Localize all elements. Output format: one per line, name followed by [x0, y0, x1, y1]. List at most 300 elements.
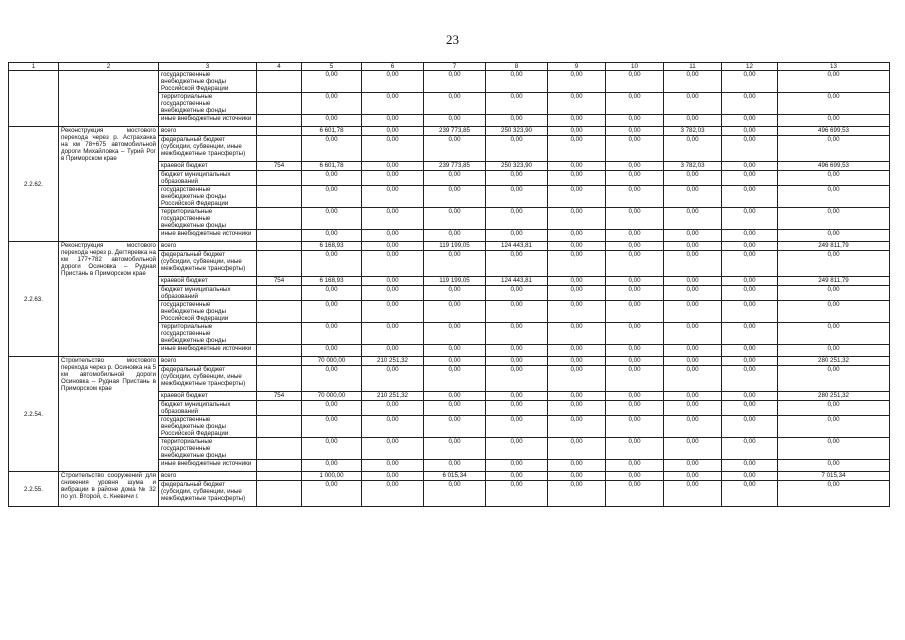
value-cell: 0,00 [548, 162, 606, 171]
source-cell: иные внебюджетные источники [159, 345, 257, 357]
value-cell: 0,00 [486, 71, 548, 93]
value-cell: 0,00 [486, 186, 548, 208]
value-cell: 0,00 [548, 186, 606, 208]
value-cell: 0,00 [548, 401, 606, 416]
value-cell: 250 323,90 [486, 127, 548, 136]
value-cell: 0,00 [486, 392, 548, 401]
kbk-cell [257, 357, 302, 366]
value-cell: 0,00 [606, 401, 664, 416]
kbk-cell [257, 323, 302, 345]
value-cell: 0,00 [778, 136, 890, 162]
value-cell: 6 601,78 [302, 127, 362, 136]
value-cell: 0,00 [606, 162, 664, 171]
value-cell: 0,00 [302, 251, 362, 277]
value-cell: 0,00 [486, 481, 548, 507]
value-cell: 0,00 [302, 323, 362, 345]
value-cell: 0,00 [486, 230, 548, 242]
value-cell: 0,00 [424, 171, 486, 186]
value-cell: 0,00 [606, 286, 664, 301]
value-cell: 0,00 [606, 171, 664, 186]
table-row [9, 242, 890, 251]
value-cell: 0,00 [486, 416, 548, 438]
source-cell: краевой бюджет [159, 277, 257, 286]
value-cell: 0,00 [606, 136, 664, 162]
value-cell: 0,00 [302, 345, 362, 357]
value-cell: 0,00 [664, 438, 722, 460]
value-cell: 0,00 [486, 136, 548, 162]
value-cell: 0,00 [362, 416, 424, 438]
value-cell: 0,00 [424, 438, 486, 460]
value-cell: 0,00 [424, 136, 486, 162]
header-cell: 1 [9, 63, 59, 71]
value-cell: 0,00 [664, 171, 722, 186]
value-cell: 0,00 [606, 127, 664, 136]
value-cell: 124 443,81 [486, 242, 548, 251]
value-cell: 0,00 [722, 277, 778, 286]
value-cell: 0,00 [362, 472, 424, 481]
value-cell: 0,00 [606, 301, 664, 323]
kbk-cell [257, 481, 302, 507]
source-cell: государственные внебюджетные фонды Российской Федерации [159, 71, 257, 93]
value-cell: 0,00 [548, 277, 606, 286]
value-cell: 0,00 [664, 186, 722, 208]
value-cell: 0,00 [362, 171, 424, 186]
value-cell: 0,00 [548, 460, 606, 472]
value-cell: 0,00 [778, 460, 890, 472]
source-cell: государственные внебюджетные фонды Российской Федерации [159, 416, 257, 438]
value-cell: 0,00 [664, 115, 722, 127]
value-cell: 0,00 [778, 115, 890, 127]
value-cell: 0,00 [362, 323, 424, 345]
value-cell: 0,00 [302, 71, 362, 93]
value-cell: 0,00 [486, 345, 548, 357]
value-cell: 280 251,32 [778, 392, 890, 401]
value-cell: 6 168,93 [302, 277, 362, 286]
value-cell: 0,00 [548, 251, 606, 277]
value-cell: 0,00 [548, 301, 606, 323]
header-cell: 3 [159, 63, 257, 71]
source-cell: государственные внебюджетные фонды Российской Федерации [159, 186, 257, 208]
value-cell: 0,00 [664, 472, 722, 481]
value-cell: 0,00 [778, 401, 890, 416]
value-cell: 0,00 [302, 208, 362, 230]
value-cell: 0,00 [606, 472, 664, 481]
value-cell: 0,00 [722, 392, 778, 401]
value-cell: 250 323,90 [486, 162, 548, 171]
value-cell: 0,00 [548, 481, 606, 507]
source-cell: всего [159, 127, 257, 136]
value-cell: 119 199,05 [424, 242, 486, 251]
value-cell: 0,00 [606, 251, 664, 277]
header-cell: 7 [424, 63, 486, 71]
source-cell: краевой бюджет [159, 162, 257, 171]
value-cell: 0,00 [548, 127, 606, 136]
item-name: Строительство сооружений для снижения уровня шума и вибрации в районе дома № 32 по ул. Второй, с. Кневичи г. [59, 472, 159, 507]
value-cell: 0,00 [664, 323, 722, 345]
source-cell: бюджет муниципальных образований [159, 286, 257, 301]
value-cell: 0,00 [722, 242, 778, 251]
value-cell: 0,00 [548, 230, 606, 242]
value-cell: 0,00 [722, 401, 778, 416]
value-cell: 70 000,00 [302, 392, 362, 401]
value-cell: 0,00 [362, 460, 424, 472]
value-cell: 0,00 [606, 230, 664, 242]
value-cell: 0,00 [362, 136, 424, 162]
value-cell: 0,00 [362, 301, 424, 323]
value-cell: 0,00 [302, 481, 362, 507]
kbk-cell [257, 401, 302, 416]
value-cell: 0,00 [606, 357, 664, 366]
value-cell: 0,00 [302, 438, 362, 460]
value-cell: 0,00 [606, 345, 664, 357]
value-cell: 280 251,32 [778, 357, 890, 366]
value-cell: 0,00 [486, 208, 548, 230]
value-cell: 0,00 [362, 162, 424, 171]
kbk-cell [257, 242, 302, 251]
value-cell: 0,00 [424, 286, 486, 301]
value-cell: 249 811,79 [778, 242, 890, 251]
value-cell: 0,00 [778, 251, 890, 277]
value-cell: 124 443,81 [486, 277, 548, 286]
value-cell: 0,00 [486, 401, 548, 416]
source-cell: территориальные государственные внебюджетные фонды [159, 93, 257, 115]
value-cell: 0,00 [664, 345, 722, 357]
kbk-cell [257, 208, 302, 230]
value-cell: 0,00 [606, 115, 664, 127]
value-cell: 0,00 [548, 136, 606, 162]
value-cell: 496 699,53 [778, 127, 890, 136]
header-cell: 11 [664, 63, 722, 71]
kbk-cell [257, 115, 302, 127]
value-cell: 210 251,32 [362, 392, 424, 401]
value-cell: 239 773,85 [424, 162, 486, 171]
value-cell: 0,00 [664, 357, 722, 366]
value-cell: 0,00 [778, 438, 890, 460]
header-cell: 2 [59, 63, 159, 71]
source-cell: иные внебюджетные источники [159, 460, 257, 472]
value-cell: 0,00 [664, 366, 722, 392]
value-cell: 0,00 [486, 323, 548, 345]
value-cell: 0,00 [302, 186, 362, 208]
value-cell: 0,00 [664, 208, 722, 230]
source-cell: иные внебюджетные источники [159, 230, 257, 242]
value-cell: 0,00 [486, 115, 548, 127]
header-cell: 9 [548, 63, 606, 71]
kbk-cell [257, 345, 302, 357]
value-cell: 0,00 [722, 186, 778, 208]
value-cell: 0,00 [548, 472, 606, 481]
value-cell: 0,00 [722, 323, 778, 345]
value-cell: 0,00 [548, 71, 606, 93]
value-cell: 0,00 [362, 401, 424, 416]
value-cell: 0,00 [486, 286, 548, 301]
source-cell: федеральный бюджет (субсидии, субвенции, иные межбюджетные трансферты) [159, 366, 257, 392]
value-cell: 0,00 [722, 366, 778, 392]
value-cell: 0,00 [548, 416, 606, 438]
value-cell: 0,00 [302, 93, 362, 115]
value-cell: 0,00 [722, 115, 778, 127]
value-cell: 3 782,03 [664, 127, 722, 136]
value-cell: 0,00 [606, 392, 664, 401]
kbk-cell [257, 136, 302, 162]
value-cell: 0,00 [548, 357, 606, 366]
value-cell: 0,00 [548, 171, 606, 186]
value-cell: 7 015,34 [778, 472, 890, 481]
value-cell: 0,00 [722, 286, 778, 301]
value-cell: 0,00 [486, 251, 548, 277]
value-cell: 0,00 [302, 230, 362, 242]
value-cell: 0,00 [664, 136, 722, 162]
value-cell: 0,00 [362, 208, 424, 230]
source-cell: бюджет муниципальных образований [159, 171, 257, 186]
value-cell: 0,00 [606, 323, 664, 345]
value-cell: 0,00 [486, 171, 548, 186]
kbk-cell [257, 460, 302, 472]
value-cell: 0,00 [778, 301, 890, 323]
value-cell: 0,00 [424, 186, 486, 208]
value-cell: 0,00 [664, 301, 722, 323]
value-cell: 0,00 [722, 472, 778, 481]
value-cell: 0,00 [362, 93, 424, 115]
value-cell: 0,00 [778, 345, 890, 357]
table-row [9, 472, 890, 481]
value-cell: 0,00 [486, 301, 548, 323]
value-cell: 0,00 [664, 242, 722, 251]
kbk-cell: 754 [257, 392, 302, 401]
value-cell: 0,00 [424, 71, 486, 93]
value-cell: 0,00 [778, 323, 890, 345]
value-cell: 6 015,34 [424, 472, 486, 481]
value-cell: 0,00 [362, 481, 424, 507]
value-cell: 239 773,85 [424, 127, 486, 136]
value-cell: 0,00 [424, 301, 486, 323]
kbk-cell [257, 71, 302, 93]
value-cell: 0,00 [302, 401, 362, 416]
kbk-cell [257, 230, 302, 242]
value-cell: 0,00 [722, 416, 778, 438]
value-cell: 0,00 [362, 251, 424, 277]
value-cell: 0,00 [302, 286, 362, 301]
value-cell: 0,00 [664, 460, 722, 472]
value-cell: 0,00 [302, 460, 362, 472]
source-cell: иные внебюджетные источники [159, 115, 257, 127]
value-cell: 0,00 [722, 162, 778, 171]
value-cell: 0,00 [362, 186, 424, 208]
value-cell: 0,00 [424, 115, 486, 127]
value-cell: 0,00 [424, 460, 486, 472]
value-cell: 0,00 [778, 230, 890, 242]
value-cell: 0,00 [424, 208, 486, 230]
header-cell: 8 [486, 63, 548, 71]
kbk-cell [257, 251, 302, 277]
header-cell: 13 [778, 63, 890, 71]
value-cell: 0,00 [486, 366, 548, 392]
value-cell: 0,00 [722, 171, 778, 186]
kbk-cell: 754 [257, 162, 302, 171]
value-cell: 0,00 [548, 345, 606, 357]
item-code: 2.2.62. [9, 127, 59, 242]
value-cell: 0,00 [664, 286, 722, 301]
value-cell: 119 199,05 [424, 277, 486, 286]
source-cell: бюджет муниципальных образований [159, 401, 257, 416]
item-code: 2.2.54. [9, 357, 59, 472]
value-cell: 0,00 [722, 208, 778, 230]
value-cell: 0,00 [664, 401, 722, 416]
value-cell: 0,00 [424, 323, 486, 345]
value-cell: 0,00 [424, 401, 486, 416]
item-name: Строительство мостового перехода через р. Осиновка на 5 км автомобильной дороги Осиновка – Рудная Пристань в Приморском крае [59, 357, 159, 472]
source-cell: краевой бюджет [159, 392, 257, 401]
source-cell: территориальные государственные внебюджетные фонды [159, 323, 257, 345]
value-cell: 0,00 [362, 277, 424, 286]
kbk-cell [257, 301, 302, 323]
kbk-cell [257, 186, 302, 208]
value-cell: 0,00 [548, 208, 606, 230]
value-cell: 0,00 [302, 171, 362, 186]
value-cell: 0,00 [664, 251, 722, 277]
value-cell: 0,00 [424, 392, 486, 401]
value-cell: 0,00 [424, 357, 486, 366]
value-cell: 0,00 [486, 460, 548, 472]
value-cell: 6 601,78 [302, 162, 362, 171]
value-cell: 0,00 [362, 230, 424, 242]
value-cell: 249 811,79 [778, 277, 890, 286]
value-cell: 0,00 [778, 186, 890, 208]
page-number: 23 [446, 32, 459, 47]
budget-table [8, 62, 890, 507]
value-cell: 0,00 [606, 438, 664, 460]
kbk-cell [257, 438, 302, 460]
value-cell: 0,00 [664, 277, 722, 286]
value-cell: 0,00 [486, 438, 548, 460]
value-cell: 0,00 [606, 416, 664, 438]
source-cell: федеральный бюджет (субсидии, субвенции, иные межбюджетные трансферты) [159, 136, 257, 162]
value-cell: 0,00 [778, 171, 890, 186]
item-code: 2.2.63. [9, 242, 59, 357]
value-cell: 0,00 [424, 230, 486, 242]
header-row [9, 63, 890, 71]
value-cell: 0,00 [486, 357, 548, 366]
value-cell: 0,00 [664, 392, 722, 401]
value-cell: 0,00 [548, 323, 606, 345]
kbk-cell [257, 286, 302, 301]
code-cell [9, 71, 59, 127]
value-cell: 0,00 [722, 93, 778, 115]
header-cell: 5 [302, 63, 362, 71]
value-cell: 0,00 [302, 136, 362, 162]
value-cell: 0,00 [606, 71, 664, 93]
value-cell: 0,00 [722, 230, 778, 242]
source-cell: всего [159, 242, 257, 251]
value-cell: 0,00 [722, 251, 778, 277]
value-cell: 0,00 [722, 127, 778, 136]
value-cell: 0,00 [548, 392, 606, 401]
value-cell: 210 251,32 [362, 357, 424, 366]
value-cell: 0,00 [302, 366, 362, 392]
value-cell: 0,00 [606, 186, 664, 208]
value-cell: 0,00 [548, 366, 606, 392]
value-cell: 0,00 [606, 277, 664, 286]
value-cell: 0,00 [664, 481, 722, 507]
value-cell: 0,00 [606, 242, 664, 251]
value-cell: 0,00 [778, 208, 890, 230]
value-cell: 0,00 [722, 481, 778, 507]
value-cell: 0,00 [778, 416, 890, 438]
source-cell: федеральный бюджет (субсидии, субвенции, иные межбюджетные трансферты) [159, 251, 257, 277]
value-cell: 0,00 [778, 366, 890, 392]
kbk-cell: 754 [257, 277, 302, 286]
source-cell: территориальные государственные внебюджетные фонды [159, 438, 257, 460]
value-cell: 0,00 [664, 71, 722, 93]
table-row [9, 71, 890, 93]
kbk-cell [257, 472, 302, 481]
kbk-cell [257, 93, 302, 115]
kbk-cell [257, 416, 302, 438]
value-cell: 0,00 [664, 230, 722, 242]
source-cell: федеральный бюджет (субсидии, субвенции, иные межбюджетные трансферты) [159, 481, 257, 507]
value-cell: 0,00 [362, 286, 424, 301]
value-cell: 6 168,93 [302, 242, 362, 251]
value-cell: 0,00 [664, 93, 722, 115]
value-cell: 0,00 [302, 115, 362, 127]
value-cell: 1 000,00 [302, 472, 362, 481]
kbk-cell [257, 366, 302, 392]
table-body [9, 63, 890, 507]
item-name: Реконструкция мостового перехода через р. Астраханка на км 78+675 автомобильной дороги Михайловка – Турий Рог в Приморском крае [59, 127, 159, 242]
item-code: 2.2.55. [9, 472, 59, 507]
value-cell: 0,00 [722, 345, 778, 357]
source-cell: государственные внебюджетные фонды Российской Федерации [159, 301, 257, 323]
value-cell: 0,00 [424, 345, 486, 357]
value-cell: 0,00 [606, 460, 664, 472]
value-cell: 0,00 [548, 115, 606, 127]
header-cell: 6 [362, 63, 424, 71]
table-row [9, 357, 890, 366]
value-cell: 0,00 [778, 93, 890, 115]
value-cell: 0,00 [722, 71, 778, 93]
value-cell: 0,00 [722, 136, 778, 162]
source-cell: всего [159, 472, 257, 481]
value-cell: 70 000,00 [302, 357, 362, 366]
value-cell: 0,00 [362, 242, 424, 251]
value-cell: 0,00 [302, 301, 362, 323]
value-cell: 0,00 [722, 357, 778, 366]
value-cell: 0,00 [548, 93, 606, 115]
value-cell: 0,00 [722, 460, 778, 472]
header-cell: 4 [257, 63, 302, 71]
value-cell: 0,00 [722, 438, 778, 460]
value-cell: 0,00 [606, 366, 664, 392]
value-cell: 0,00 [606, 481, 664, 507]
value-cell: 0,00 [362, 438, 424, 460]
header-cell: 10 [606, 63, 664, 71]
value-cell: 0,00 [606, 93, 664, 115]
value-cell: 0,00 [424, 481, 486, 507]
kbk-cell [257, 127, 302, 136]
value-cell: 0,00 [778, 71, 890, 93]
value-cell: 0,00 [778, 286, 890, 301]
value-cell: 0,00 [362, 127, 424, 136]
value-cell: 0,00 [424, 416, 486, 438]
value-cell: 0,00 [606, 208, 664, 230]
value-cell: 0,00 [424, 366, 486, 392]
value-cell: 0,00 [548, 438, 606, 460]
value-cell: 0,00 [486, 93, 548, 115]
value-cell: 0,00 [548, 286, 606, 301]
value-cell: 0,00 [362, 366, 424, 392]
value-cell: 0,00 [664, 416, 722, 438]
source-cell: всего [159, 357, 257, 366]
